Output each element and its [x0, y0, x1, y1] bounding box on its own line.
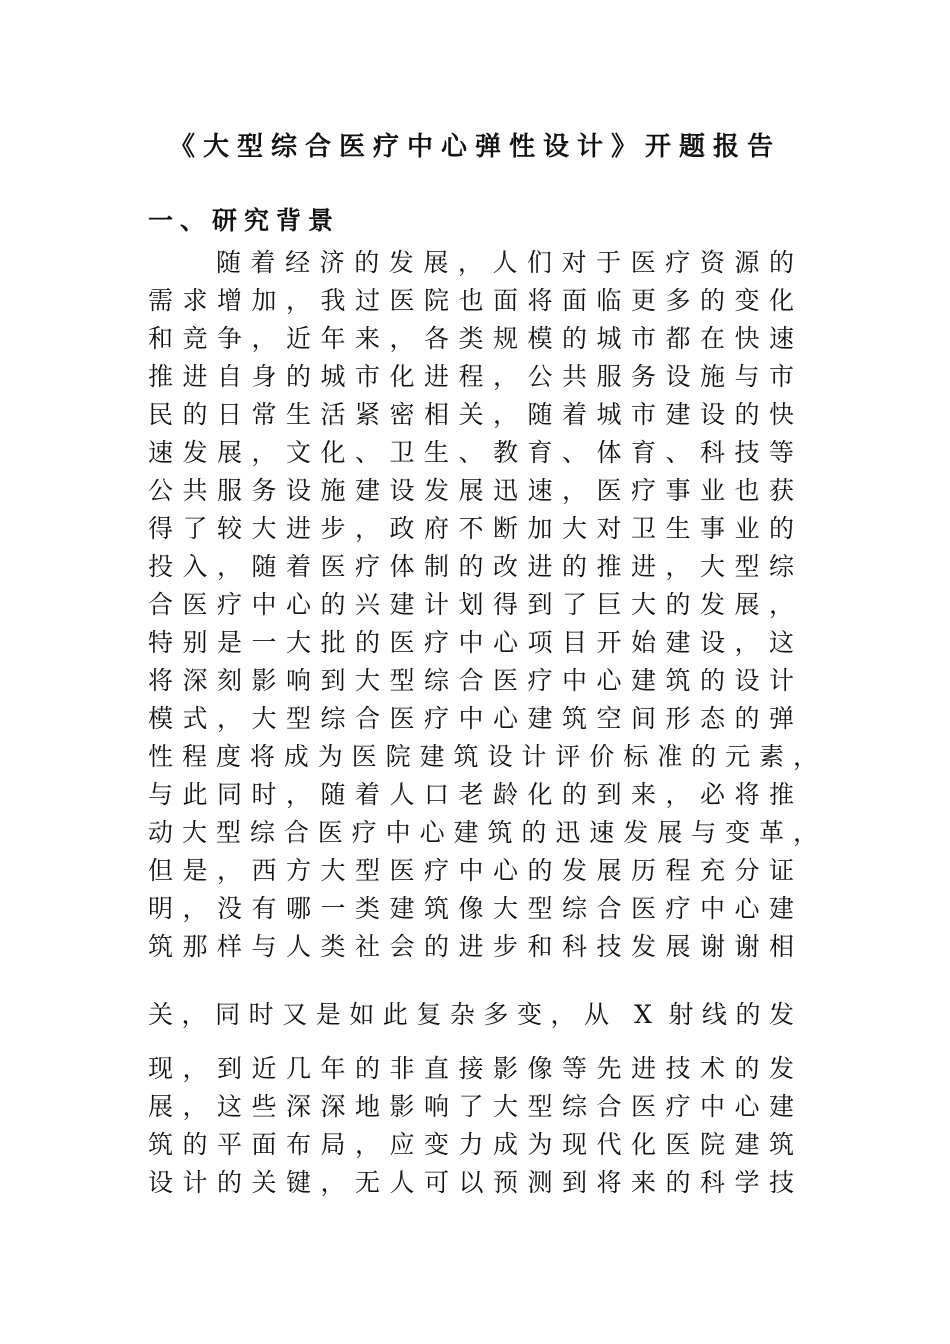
paragraph-line: 民的日常生活紧密相关，随着城市建设的快	[148, 400, 794, 429]
paragraph-line: 筑那样与人类社会的进步和科技发展谢谢相	[148, 932, 794, 961]
paragraph-line: 需求增加，我过医院也面将面临更多的变化	[148, 286, 794, 315]
paragraph-line: 公共服务设施建设发展迅速，医疗事业也获	[148, 476, 794, 505]
paragraph-line: 展，这些深深地影响了大型综合医疗中心建	[148, 1092, 794, 1121]
paragraph-line: 明，没有哪一类建筑像大型综合医疗中心建	[148, 894, 794, 923]
paragraph-line: 投入，随着医疗体制的改进的推进，大型综	[148, 552, 794, 581]
paragraph-line: 得了较大进步，政府不断加大对卫生事业的	[148, 514, 794, 543]
paragraph-line: 但是，西方大型医疗中心的发展历程充分证	[148, 856, 794, 885]
paragraph-line: 特别是一大批的医疗中心项目开始建设，这	[148, 628, 794, 657]
paragraph-line: 关，同时又是如此复杂多变，从 X 射线的发	[148, 1000, 794, 1029]
paragraph-line: 模式，大型综合医疗中心建筑空间形态的弹	[148, 704, 794, 733]
paragraph-line: 现，到近几年的非直接影像等先进技术的发	[148, 1054, 794, 1083]
paragraph-line: 设计的关键，无人可以预测到将来的科学技	[148, 1168, 794, 1197]
paragraph-line: 随着经济的发展，人们对于医疗资源的	[216, 248, 794, 277]
paragraph-line: 筑的平面布局，应变力成为现代化医院建筑	[148, 1130, 794, 1159]
paragraph-line: 性程度将成为医院建筑设计评价标准的元素，	[148, 742, 818, 771]
paragraph-line: 和竞争，近年来，各类规模的城市都在快速	[148, 324, 794, 353]
section-heading: 一、研究背景	[148, 206, 341, 235]
paragraph-line: 推进自身的城市化进程，公共服务设施与市	[148, 362, 794, 391]
paragraph-line: 速发展，文化、卫生、教育、体育、科技等	[148, 438, 794, 467]
paragraph-line: 与此同时，随着人口老龄化的到来，必将推	[148, 780, 794, 809]
paragraph-line: 动大型综合医疗中心建筑的迅速发展与变革，	[148, 818, 818, 847]
paragraph-line: 将深刻影响到大型综合医疗中心建筑的设计	[148, 666, 794, 695]
document-title: 《大型综合医疗中心弹性设计》开题报告	[168, 132, 781, 162]
paragraph-line: 合医疗中心的兴建计划得到了巨大的发展，	[148, 590, 794, 619]
